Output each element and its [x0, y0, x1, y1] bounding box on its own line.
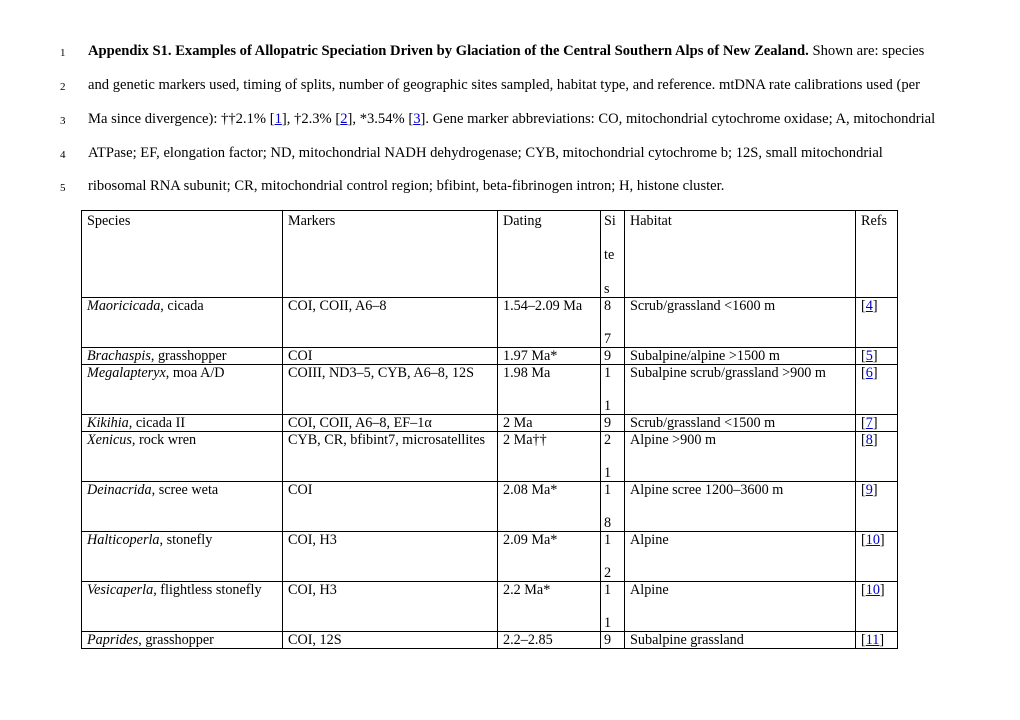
intro-text: ], †2.3% [ — [281, 111, 341, 127]
species-cell — [82, 632, 283, 649]
species-cell — [82, 348, 283, 365]
sites-digit: 1 — [604, 615, 612, 631]
header-dating: Dating — [498, 211, 601, 298]
table-row — [82, 415, 898, 432]
dating-cell: 1.54–2.09 Ma — [498, 298, 601, 348]
sites-cell — [601, 298, 625, 348]
common-name: , scree weta — [151, 482, 219, 498]
intro-text: Shown are: species — [808, 43, 925, 59]
header-sites-part: s — [604, 281, 610, 297]
markers-cell: COIII, ND3–5, CYB, A6–8, 12S — [283, 365, 498, 415]
ref-link[interactable]: 8 — [865, 432, 873, 448]
markers-cell: COI, H3 — [283, 532, 498, 582]
intro-text: ]. Gene marker abbreviations: CO, mitochondrial cytochrome oxidase; A, mitochondrial — [420, 111, 936, 127]
table-row — [82, 482, 898, 532]
refs-cell: [9] — [856, 482, 898, 532]
ref-link[interactable]: 3 — [413, 111, 421, 127]
speciation-table — [81, 210, 898, 649]
sites-cell — [601, 348, 625, 365]
line-number: 4 — [60, 149, 66, 161]
refs-cell: [6] — [856, 365, 898, 415]
header-habitat: Habitat — [625, 211, 856, 298]
refs-cell: [7] — [856, 415, 898, 432]
dating-cell: 2.09 Ma* — [498, 532, 601, 582]
habitat-cell: Alpine scree 1200–3600 m — [625, 482, 856, 532]
sites-cell — [601, 582, 625, 632]
dating-cell: 2 Ma — [498, 415, 601, 432]
sites-cell — [601, 632, 625, 649]
common-name: , grasshopper — [138, 632, 214, 648]
ref-link[interactable]: 11 — [865, 632, 880, 648]
sites-digit: 9 — [604, 415, 612, 431]
habitat-cell: Scrub/grassland <1600 m — [625, 298, 856, 348]
sites-cell — [601, 532, 625, 582]
habitat-cell: Subalpine scrub/grassland >900 m — [625, 365, 856, 415]
sites-digit: 9 — [604, 348, 612, 364]
header-sites-part: te — [604, 247, 615, 263]
refs-cell: [11] — [856, 632, 898, 649]
table-row — [82, 432, 898, 482]
genus-name: Halticoperla — [87, 532, 160, 548]
genus-name: Maoricicada — [87, 298, 161, 314]
habitat-cell: Subalpine/alpine >1500 m — [625, 348, 856, 365]
common-name: , moa A/D — [165, 365, 225, 381]
sites-digit: 1 — [604, 582, 612, 598]
habitat-cell: Scrub/grassland <1500 m — [625, 415, 856, 432]
markers-cell: COI — [283, 348, 498, 365]
dating-cell: 1.97 Ma* — [498, 348, 601, 365]
header-refs: Refs — [856, 211, 898, 298]
genus-name: Brachaspis — [87, 348, 151, 364]
table-row — [82, 582, 898, 632]
refs-cell: [4] — [856, 298, 898, 348]
ref-link[interactable]: 7 — [865, 415, 873, 431]
sites-digit: 1 — [604, 465, 612, 481]
header-sites-part: Si — [604, 213, 616, 229]
line-number: 5 — [60, 182, 66, 194]
table-header-row — [82, 211, 898, 298]
genus-name: Xenicus — [87, 432, 132, 448]
intro-line-2 — [0, 77, 1020, 97]
page-bottom-margin — [0, 651, 1020, 720]
ref-link[interactable]: 1 — [274, 111, 282, 127]
markers-cell: CYB, CR, bfibint7, microsatellites — [283, 432, 498, 482]
intro-line-4 — [0, 145, 1020, 165]
genus-name: Vesicaperla — [87, 582, 154, 598]
header-markers: Markers — [283, 211, 498, 298]
genus-name: Paprides — [87, 632, 139, 648]
sites-digit: 9 — [604, 632, 612, 648]
ref-link[interactable]: 2 — [340, 111, 348, 127]
markers-cell: COI — [283, 482, 498, 532]
refs-cell: [5] — [856, 348, 898, 365]
dating-cell: 2.2–2.85 — [498, 632, 601, 649]
line-number: 2 — [60, 81, 66, 93]
header-species: Species — [82, 211, 283, 298]
line-number: 1 — [60, 47, 66, 59]
refs-cell: [8] — [856, 432, 898, 482]
table-row — [82, 365, 898, 415]
sites-digit: 1 — [604, 482, 612, 498]
sites-cell — [601, 432, 625, 482]
common-name: , cicada II — [128, 415, 186, 431]
ref-link[interactable]: 5 — [865, 348, 873, 364]
sites-digit: 2 — [604, 565, 612, 581]
markers-cell: COI, COII, A6–8 — [283, 298, 498, 348]
habitat-cell: Subalpine grassland — [625, 632, 856, 649]
intro-text: ], *3.54% [ — [347, 111, 414, 127]
species-cell — [82, 365, 283, 415]
sites-digit: 8 — [604, 515, 612, 531]
species-cell — [82, 482, 283, 532]
header-sites — [601, 211, 625, 298]
habitat-cell: Alpine — [625, 532, 856, 582]
dating-cell: 2 Ma†† — [498, 432, 601, 482]
sites-digit: 8 — [604, 298, 612, 314]
markers-cell: COI, 12S — [283, 632, 498, 649]
common-name: , grasshopper — [150, 348, 227, 364]
table-row — [82, 348, 898, 365]
intro-line-3 — [0, 111, 1020, 131]
common-name: , rock wren — [131, 432, 197, 448]
species-cell — [82, 532, 283, 582]
intro-text: and genetic markers used, timing of splits, number of geographic sites sampled, habitat type, and reference. mtDNA rate calibrations used (per — [88, 77, 920, 93]
common-name: , stonefly — [159, 532, 213, 548]
genus-name: Kikihia — [87, 415, 129, 431]
genus-name: Megalapteryx — [87, 365, 166, 381]
dating-cell: 2.08 Ma* — [498, 482, 601, 532]
sites-digit: 2 — [604, 432, 612, 448]
sites-cell — [601, 415, 625, 432]
dating-cell: 1.98 Ma — [498, 365, 601, 415]
ref-link[interactable]: 10 — [865, 582, 880, 598]
intro-text: ribosomal RNA subunit; CR, mitochondrial control region; bfibint, beta-fibrinogen intron; H, histone cluster. — [88, 178, 725, 194]
sites-digit: 7 — [604, 331, 612, 347]
markers-cell: COI, COII, A6–8, EF–1α — [283, 415, 498, 432]
habitat-cell: Alpine — [625, 582, 856, 632]
intro-line-5 — [0, 178, 1020, 198]
sites-digit: 1 — [604, 398, 612, 414]
genus-name: Deinacrida — [87, 482, 152, 498]
ref-link[interactable]: 9 — [865, 482, 873, 498]
dating-cell: 2.2 Ma* — [498, 582, 601, 632]
intro-line-1 — [0, 43, 1020, 63]
refs-cell: [10] — [856, 582, 898, 632]
markers-cell: COI, H3 — [283, 582, 498, 632]
table-row — [82, 298, 898, 348]
intro-text: ATPase; EF, elongation factor; ND, mitochondrial NADH dehydrogenase; CYB, mitochondrial cytochrome b; 12S, small mitochondrial — [88, 145, 883, 161]
sites-digit: 1 — [604, 532, 612, 548]
sites-cell — [601, 365, 625, 415]
species-cell — [82, 298, 283, 348]
table-row — [82, 632, 898, 649]
habitat-cell: Alpine >900 m — [625, 432, 856, 482]
ref-link[interactable]: 4 — [865, 298, 873, 314]
species-cell — [82, 432, 283, 482]
intro-text: Ma since divergence): ††2.1% [ — [88, 111, 275, 127]
ref-link[interactable]: 10 — [865, 532, 880, 548]
sites-digit: 1 — [604, 365, 612, 381]
appendix-title: Appendix S1. Examples of Allopatric Speciation Driven by Glaciation of the Central Southern Alps of New Zealand. — [88, 43, 809, 59]
refs-cell: [10] — [856, 532, 898, 582]
common-name: , flightless stonefly — [153, 582, 262, 598]
common-name: , cicada — [160, 298, 204, 314]
table-row — [82, 532, 898, 582]
line-number: 3 — [60, 115, 66, 127]
species-cell — [82, 582, 283, 632]
species-cell — [82, 415, 283, 432]
ref-link[interactable]: 6 — [865, 365, 873, 381]
sites-cell — [601, 482, 625, 532]
